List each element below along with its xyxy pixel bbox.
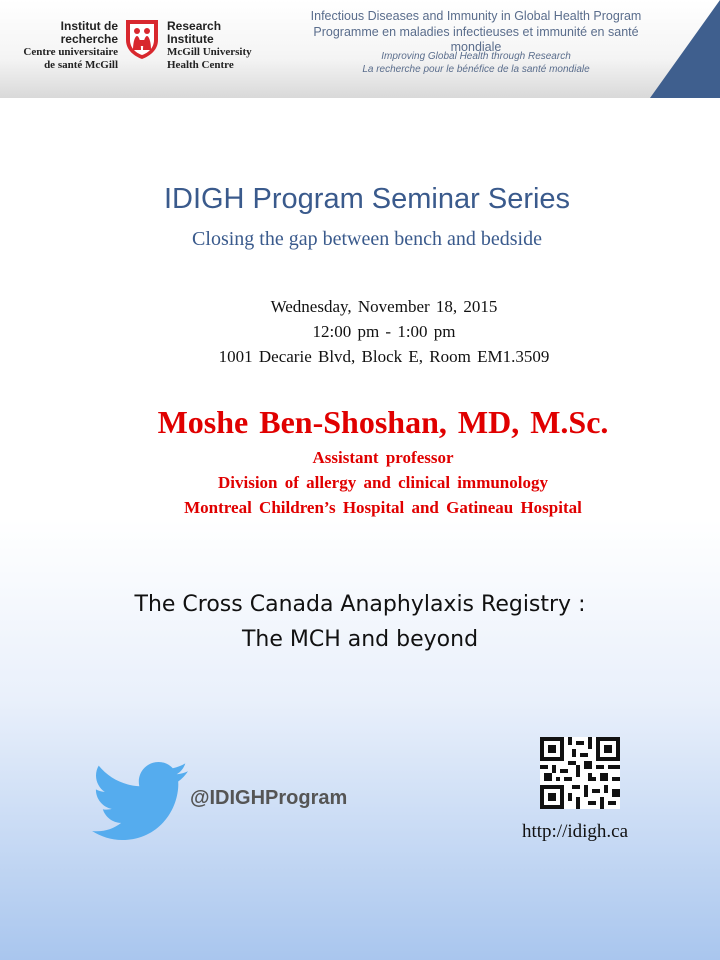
event-location: 1001 Decarie Blvd, Block E, Room EM1.3509 — [218, 347, 550, 366]
speaker-division: Division of allergy and clinical immunology — [218, 473, 548, 492]
logo-left-line4: de santé McGill — [44, 59, 118, 71]
logo-right-line4: Health Centre — [167, 59, 234, 71]
event-time: 12:00 pm - 1:00 pm — [312, 322, 456, 341]
logo-right-line1: Research — [167, 19, 222, 33]
logo-left-text — [6, 20, 118, 72]
seminar-series-subtitle: Closing the gap between bench and bedside — [192, 228, 542, 250]
logo-left-line3: Centre universitaire — [23, 46, 118, 58]
tagline-en: Improving Global Health through Research — [381, 51, 571, 62]
tagline-fr: La recherche pour le bénéfice de la santé mondiale — [362, 64, 590, 75]
qr-code-icon[interactable] — [540, 737, 620, 809]
speaker-name: Moshe Ben-Shoshan, MD, M.Sc. — [157, 404, 609, 440]
program-name-en: Infectious Diseases and Immunity in Global Health Program — [310, 9, 642, 23]
seminar-series-title: IDIGH Program Seminar Series — [163, 183, 571, 215]
logo-left-line1: Institut de — [60, 19, 118, 33]
program-name-fr: Programme en maladies infectieuses et immunité en santé mondiale — [313, 25, 639, 54]
event-date: Wednesday, November 18, 2015 — [270, 297, 498, 316]
muhc-shield-logo-icon — [124, 18, 160, 60]
logo-right-line2: Institute — [167, 32, 214, 46]
corner-triangle-decoration — [650, 0, 720, 98]
website-url-link[interactable]: http://idigh.ca — [521, 821, 629, 842]
talk-title-line1: The Cross Canada Anaphylaxis Registry : — [134, 592, 586, 617]
logo-right-line3: McGill University — [167, 46, 252, 58]
logo-left-line2: recherche — [60, 32, 118, 46]
logo-right-text — [167, 20, 277, 72]
talk-title-line2: The MCH and beyond — [241, 627, 479, 652]
speaker-position: Assistant professor — [312, 448, 454, 467]
twitter-handle[interactable]: @IDIGHProgram — [190, 787, 348, 809]
twitter-bird-icon[interactable] — [92, 762, 188, 840]
speaker-affiliation: Montreal Children’s Hospital and Gatineau Hospital — [184, 498, 582, 517]
